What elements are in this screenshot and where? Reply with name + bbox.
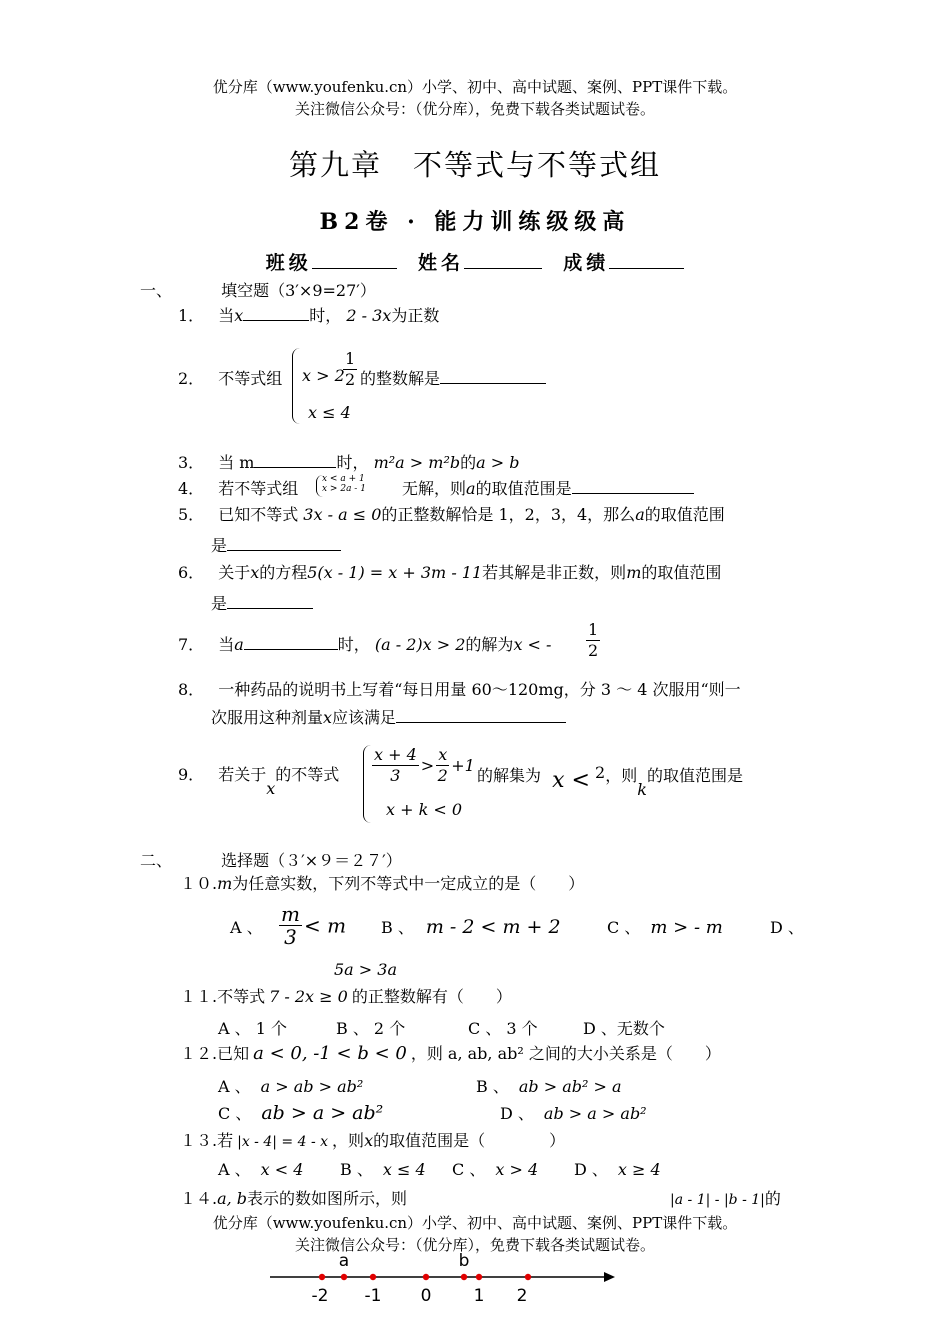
number-line (260, 1248, 630, 1308)
paper-subtitle: B2卷 · 能力训练级级高 (319, 209, 631, 235)
question-6: 6． 关于x的方程5(x - 1) = x + 3m - 11若其解是非正数，则m的取值范围 (178, 563, 722, 582)
number-line-dot (525, 1274, 531, 1280)
q5-answer-blank[interactable] (227, 536, 341, 551)
question-3: 3． 当 m 时， m²a > m²b的a > b (178, 453, 520, 472)
q2-fraction: $\frac{1}{2}$ (345, 349, 356, 389)
q9-tail: 的解集为 x < 2，则k的取值范围是 (477, 763, 743, 799)
question-11: １１.不等式 7 - 2x ≥ 0 的正整数解有（ ） (180, 987, 512, 1006)
q11-option-d[interactable]: D 、无数个 (583, 1019, 665, 1038)
q11-option-c[interactable]: C 、 3 个 (468, 1019, 538, 1038)
site-footer-line2: 关注微信公众号：（优分库），免费下载各类试题试卷。 (294, 1236, 655, 1254)
q10-option-d[interactable]: D 、 (770, 918, 804, 937)
class-blank[interactable] (312, 254, 397, 269)
score-blank[interactable] (609, 254, 684, 269)
chapter-title: 第九章 不等式与不等式组 (288, 148, 661, 182)
number-line-arrow (604, 1272, 615, 1282)
q2-line1: x > 2 (302, 366, 345, 385)
question-8-cont: 次服用这种剂量x应该满足 (211, 705, 566, 728)
point-a-label: a (338, 1251, 350, 1271)
site-header-line2: 关注微信公众号：（优分库），免费下载各类试题试卷。 (294, 100, 655, 118)
score-label: 成绩 (563, 252, 610, 274)
number-line-dot (319, 1274, 325, 1280)
section2-number: 二、 (140, 851, 173, 870)
site-header-line1: 优分库（www.youfenku.cn）小学、初中、高中试题、案例、PPT课件下载。 (212, 78, 738, 96)
number-line-dot (476, 1274, 482, 1280)
q6-answer-blank[interactable] (227, 594, 313, 609)
section1-number: 一、 (140, 281, 173, 300)
q2-answer-blank[interactable] (440, 369, 546, 384)
q13-option-b[interactable]: B 、 x ≤ 4 (340, 1160, 426, 1179)
question-8: 8． 一种药品的说明书上写着“每日用量 60～120mg，分 3 ～ 4 次服用“则一 (178, 680, 741, 699)
q10-option-b[interactable]: B 、 m - 2 < m + 2 (381, 916, 561, 938)
question-7: 7． 当a 时， (a - 2)x > 2的解为x < - (178, 635, 552, 654)
question-6-cont: 是 (211, 591, 313, 614)
question-1: 1． 当x 时， 2 - 3x为正数 (178, 306, 440, 325)
q12-option-c[interactable]: C 、 ab > a > ab² (218, 1102, 384, 1124)
number-line-dot (423, 1274, 429, 1280)
q3-answer-blank[interactable] (254, 453, 336, 468)
q4-tail: 无解，则a的取值范围是 (402, 476, 694, 499)
question-12: １２.已知 a < 0, -1 < b < 0 ，则 a, ab, ab² 之间的大小关系是（ ） (180, 1043, 721, 1064)
question-4: 4． 若不等式组 (178, 479, 299, 498)
q7-fraction: $\frac{1}{2}$ (588, 620, 599, 660)
q13-option-c[interactable]: C 、 x > 4 (452, 1160, 539, 1179)
tick-label: 1 (473, 1286, 485, 1306)
q11-option-b[interactable]: B 、 2 个 (336, 1019, 406, 1038)
question-10: １０.m为任意实数，下列不等式中一定成立的是（ ） (180, 874, 585, 893)
question-2: 2． 不等式组 (178, 369, 283, 388)
question-9: 9． 若关于x的不等式 (178, 765, 340, 798)
q9-line2: x + k < 0 (386, 800, 463, 819)
number-line-dot (461, 1274, 467, 1280)
q10-option-a[interactable]: A 、 (230, 918, 263, 937)
section1-title: 填空题（3′×9=27′） (221, 281, 376, 300)
question-5: 5． 已知不等式 3x - a ≤ 0的正整数解恰是 1，2，3，4，那么a的取值范围 (178, 505, 725, 524)
q13-option-a[interactable]: A 、 x < 4 (218, 1160, 304, 1179)
section1-heading (140, 278, 376, 301)
point-b-label: b (458, 1251, 470, 1271)
q4-answer-blank[interactable] (572, 479, 694, 494)
section2-heading (140, 848, 402, 871)
class-label: 班级 (265, 252, 312, 274)
q2-system-brace (292, 348, 301, 424)
q1-answer-blank[interactable] (243, 306, 309, 321)
tick-label: -2 (311, 1286, 329, 1306)
q2-tail: 的整数解是 (360, 366, 546, 389)
tick-label: 0 (420, 1286, 432, 1306)
q12-option-d[interactable]: D 、 ab > a > ab² (500, 1104, 647, 1123)
question-13: １３.若 |x - 4| = 4 - x ，则x的取值范围是（ ） (180, 1131, 566, 1150)
q2-line2: x ≤ 4 (308, 403, 351, 422)
tick-label: 2 (516, 1286, 528, 1306)
q10-option-a-expr: $\frac{m}{3}$ < m (281, 902, 347, 949)
name-label: 姓名 (417, 252, 464, 274)
site-footer-line1: 优分库（www.youfenku.cn）小学、初中、高中试题、案例、PPT课件下载。 (212, 1214, 738, 1232)
tick-label: -1 (364, 1286, 382, 1306)
q11-option-a[interactable]: A 、 1 个 (218, 1019, 287, 1038)
q9-line1: $\frac{x + 4}{3}$ > $\frac{x}{2}$ +1 (374, 745, 475, 785)
student-info (0, 248, 950, 275)
q13-option-d[interactable]: D 、 x ≥ 4 (574, 1160, 661, 1179)
q8-answer-blank[interactable] (396, 708, 566, 723)
number-line-dot (341, 1274, 347, 1280)
question-5-cont: 是 (211, 533, 341, 556)
q10-option-d-expr: 5a > 3a (334, 960, 398, 979)
number-line-dot (370, 1274, 376, 1280)
q12-option-b[interactable]: B 、 ab > ab² > a (476, 1077, 622, 1096)
section2-title: 选择题（３′×９＝２７′） (221, 851, 402, 870)
question-14-tail: |a - 1| - |b - 1|的 (670, 1189, 781, 1208)
q10-option-c[interactable]: C 、 m > - m (607, 917, 723, 938)
name-blank[interactable] (464, 254, 542, 269)
q7-answer-blank[interactable] (244, 635, 338, 650)
q12-option-a[interactable]: A 、 a > ab > ab² (218, 1077, 364, 1096)
question-14: １４.a, b表示的数如图所示，则 (180, 1189, 408, 1208)
q4-system: x < a + 1 x > 2a - 1 (322, 474, 366, 494)
